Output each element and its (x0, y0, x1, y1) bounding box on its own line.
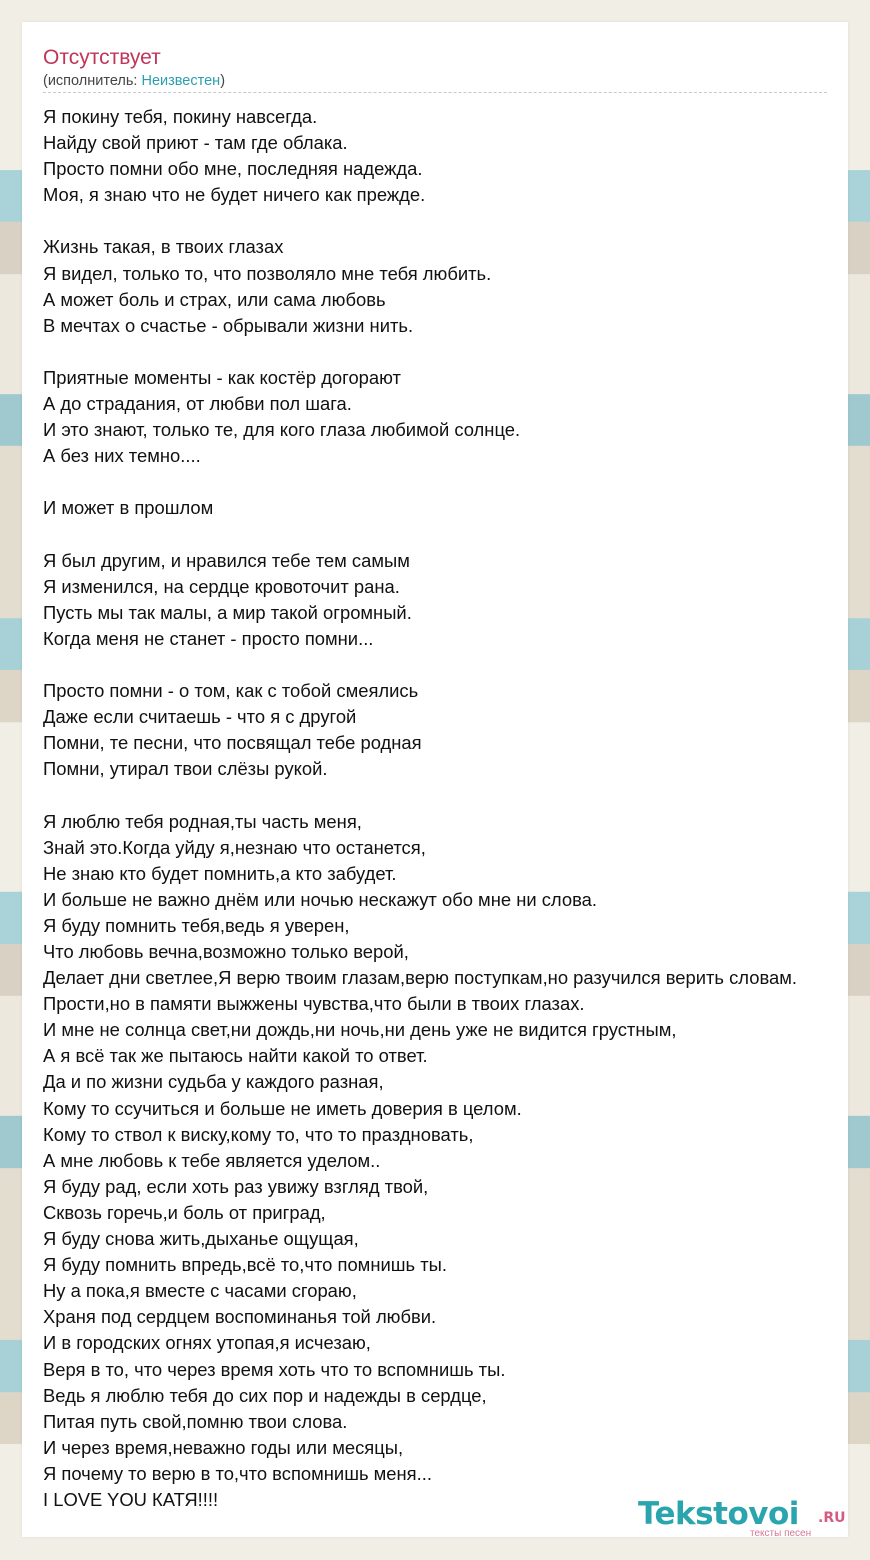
lyrics-blank-line (43, 782, 870, 808)
lyrics-line: И это знают, только те, для кого глаза любимой солнце. (43, 419, 521, 441)
lyrics-line: Питая путь свой,помню твои слова. (43, 1410, 348, 1432)
lyrics-line: Прости,но в памяти выжжены чувства,что были в твоих глазах. (43, 993, 585, 1015)
lyrics-line: Я изменился, на сердце кровоточит рана. (43, 575, 400, 597)
lyrics-line: А мне любовь к тебе является уделом.. (43, 1149, 381, 1171)
lyrics-text (43, 104, 870, 1513)
lyrics-line: Кому то ствол к виску,кому то, что то праздновать, (43, 1123, 474, 1145)
lyrics-line: Я покину тебя, покину навсегда. (43, 106, 318, 127)
title-divider (43, 92, 827, 93)
lyrics-line: Я видел, только то, что позволяло мне тебя любить. (43, 262, 492, 284)
logo-wordmark: Tekstovoi (638, 1496, 799, 1532)
lyrics-line: Просто помни обо мне, последняя надежда. (43, 158, 423, 180)
lyrics-line: Храня под сердцем воспоминанья той любви. (43, 1306, 437, 1328)
lyrics-blank-line (43, 652, 870, 678)
lyrics-line: Помни, утирал твои слёзы рукой. (43, 758, 328, 780)
logo-domain-suffix: .RU (818, 1510, 846, 1526)
lyrics-line: В мечтах о счастье - обрывали жизни нить. (43, 314, 414, 336)
artist-suffix: ) (220, 73, 226, 89)
lyrics-line: Жизнь такая, в твоих глазах (43, 236, 284, 258)
song-artist-line (43, 72, 225, 90)
lyrics-line: Ну а пока,я вместе с часами сгораю, (43, 1280, 357, 1302)
lyrics-line: Я буду помнить тебя,ведь я уверен, (43, 914, 350, 936)
site-logo[interactable] (638, 1496, 848, 1540)
lyrics-card (22, 22, 848, 1537)
lyrics-line: Я буду снова жить,дыханье ощущая, (43, 1228, 359, 1250)
lyrics-line: Кому то ссучиться и больше не иметь доверия в целом. (43, 1097, 522, 1119)
lyrics-line: И в городских огнях утопая,я исчезаю, (43, 1332, 371, 1354)
lyrics-line: Когда меня не станет - просто помни... (43, 627, 374, 649)
lyrics-line: Даже если считаешь - что я с другой (43, 706, 357, 728)
lyrics-line: А до страдания, от любви пол шага. (43, 393, 352, 415)
song-title: Отсутствует (43, 46, 161, 69)
lyrics-line: Найду свой приют - там где облака. (43, 132, 348, 154)
lyrics-line: И мне не солнца свет,ни дождь,ни ночь,ни день уже не видится грустным, (43, 1019, 677, 1041)
artist-prefix: (исполнитель: (43, 73, 142, 89)
lyrics-line: Знай это.Когда уйду я,незнаю что останется, (43, 836, 426, 858)
logo-tagline: тексты песен (750, 1528, 812, 1539)
lyrics-line: Я люблю тебя родная,ты часть меня, (43, 810, 362, 832)
lyrics-line: Я буду рад, если хоть раз увижу взгляд твой, (43, 1175, 429, 1197)
lyrics-line: Я буду помнить впредь,всё то,что помнишь ты. (43, 1254, 447, 1276)
lyrics-line: А без них темно.... (43, 445, 201, 467)
lyrics-line: Что любовь вечна,возможно только верой, (43, 941, 409, 962)
lyrics-blank-line (43, 208, 870, 234)
lyrics-line: И может в прошлом (43, 497, 214, 519)
lyrics-line: Ведь я люблю тебя до сих пор и надежды в сердце, (43, 1384, 487, 1406)
lyrics-line: И больше не важно днём или ночью нескажут обо мне ни слова. (43, 888, 597, 910)
lyrics-line: Моя, я знаю что не будет ничего как прежде. (43, 184, 426, 206)
lyrics-blank-line (43, 522, 870, 548)
lyrics-line: Да и по жизни судьба у каждого разная, (43, 1071, 384, 1093)
lyrics-line: Пусть мы так малы, а мир такой огромный. (43, 601, 412, 623)
lyrics-line: И через время,неважно годы или месяцы, (43, 1436, 404, 1458)
lyrics-line: Сквозь горечь,и боль от приград, (43, 1201, 326, 1223)
lyrics-line: Я был другим, и нравился тебе тем самым (43, 549, 410, 571)
lyrics-blank-line (43, 339, 870, 365)
lyrics-line: Я почему то верю в то,что вспомнишь меня... (43, 1462, 432, 1484)
lyrics-line: А я всё так же пытаюсь найти какой то ответ. (43, 1045, 428, 1067)
lyrics-line: Веря в то, что через время хоть что то вспомнишь ты. (43, 1358, 506, 1380)
lyrics-line: Помни, те песни, что посвящал тебе родная (43, 732, 422, 754)
lyrics-line: Просто помни - о том, как с тобой смеялись (43, 680, 419, 702)
lyrics-line: Приятные моменты - как костёр догорают (43, 366, 401, 388)
lyrics-line: Делает дни светлее,Я верю твоим глазам,верю поступкам,но разучился верить словам. (43, 967, 798, 989)
lyrics-line: I LOVE YOU КАТЯ!!!! (43, 1488, 219, 1510)
lyrics-blank-line (43, 469, 870, 495)
artist-link[interactable]: Неизвестен (141, 73, 221, 89)
lyrics-line: Не знаю кто будет помнить,а кто забудет. (43, 862, 397, 884)
lyrics-line: А может боль и страх, или сама любовь (43, 288, 386, 310)
